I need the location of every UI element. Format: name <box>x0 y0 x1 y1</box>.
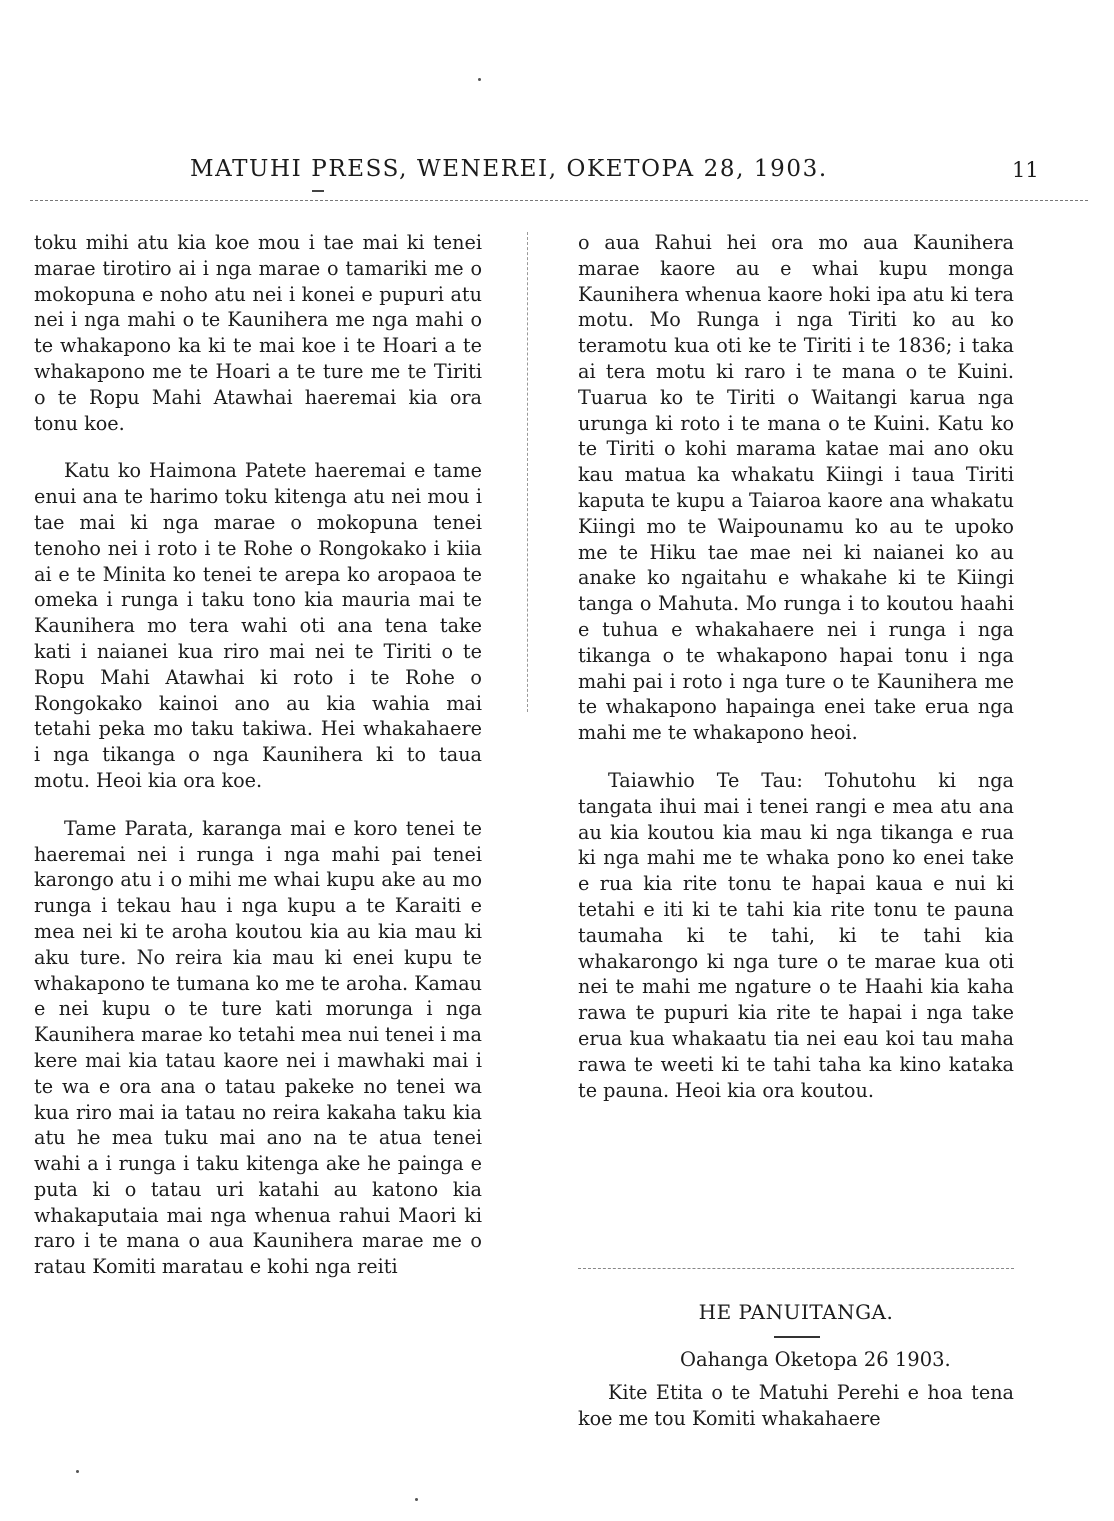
left-paragraph-3: Tame Parata, karanga mai e koro tenei te haeremai nei i runga i nga mahi pai tenei karongo atu i o mihi me whai kupu ake au mo runga i tekau hau i nga kupu a te Karaiti e mea nei ki te aroha koutou kia au kia mau ki aku ture. No reira kia mau ki enei kupu te whakapono te tumana ko me te aroha. Kamau e nei kupu o te ture kati morunga i nga Kaunihera marae ko tetahi mea nui tenei i ma kere mai kia tatau kaore nei i mawhaki mai i te wa e ora ana o tatau pakeke no tenei wa kua riro mai ia tatau no reira kakaha taku kia atu he mea tuku mai ano na te atua tenei wahi a i runga i taku kitenga ake he painga e puta ki o tatau uri katahi au katono kia whakaputaia mai nga whenua rahui Maori ki raro i te mana o aua Kaunihera marae me o ratau Komiti maratau e kohi nga reiti <box>34 816 482 1279</box>
print-speck <box>478 78 481 81</box>
page-header-title: MATUHI PRESS, WENEREI, OKETOPA 28, 1903. <box>190 156 828 182</box>
section-rule <box>578 1268 1014 1269</box>
left-paragraph-1: toku mihi atu kia koe mou i tae mai ki tenei marae tirotiro ai i nga marae o tamariki me o mokopuna e noho atu nei i konei e pupuri atu nei i nga mahi o te Kaunihera me nga mahi o te whakapono ka ki te mai koe i te Hoari a te whakapono me te Hoari a te ture me te Tiriti o te Ropu Mahi Atawhai haeremai kia ora tonu koe. <box>34 231 482 435</box>
right-paragraph-2: Taiawhio Te Tau: Tohutohu ki nga tangata ihui mai i tenei rangi e mea atu ana au kia koutou kia mau ki nga tikanga e rua ki nga mahi me te whaka pono ko enei take e rua kia rite tonu te hapai kaua e nui ki tetahi e iti ki te tahi kia rite tonu te pauna taumaha ki te tahi, ki te tahi kia whakarongo ki nga ture o te marae kua oti nei te mahi me ngature o te Haahi kia kaha rawa te pupuri kia rite te hapai i nga take erua kua whakaatu tia nei eau koi tau maha rawa te weeti ki te tahi taha ka kino kataka te pauna. Heoi kia ora koutou. <box>578 768 1014 1102</box>
column-divider <box>527 232 528 712</box>
notice-underline <box>774 1336 820 1338</box>
print-speck <box>76 1470 79 1473</box>
left-paragraph-2: Katu ko Haimona Patete haeremai e tame enui ana te harimo toku kitenga atu nei mou i tae mai ki nga marae o mokopuna tenei tenoho nei i roto i te Rohe o Rongokako i kiia ai e te Minita ko tenei te arepa ko aropaoa te omeka i runga i taku tono kia mauria mai te Kaunihera mo tera wahi oti ana tena take kati i naianei kua riro mai nei te Tiriti o te Ropu Mahi Atawhai ki roto i te Rohe o Rongokako kainoi ano au kia wahia mai tetahi peka mo taku takiwa. Hei whakahaere i nga tikanga o nga Kaunihera ki to taua motu. Heoi kia ora koe. <box>34 459 482 792</box>
notice-heading: HE PANUITANGA. <box>698 1300 894 1324</box>
header-rule <box>30 200 1088 201</box>
notice-date: Oahanga Oketopa 26 1903. <box>680 1348 951 1371</box>
print-speck <box>415 1498 418 1501</box>
notice-body: Kite Etita o te Matuhi Perehi e hoa tena koe me tou Komiti whakahaere <box>578 1381 1014 1430</box>
header-dash <box>312 190 324 192</box>
left-column <box>34 230 482 1302</box>
right-column <box>578 230 1014 1125</box>
page-number: 11 <box>1012 158 1039 182</box>
right-paragraph-1: o aua Rahui hei ora mo aua Kaunihera marae kaore au e whai kupu monga Kaunihera whenua kaore hoki ipa atu ki tera motu. Mo Runga i nga Tiriti ko au ko teramotu kua oti ke te Tiriti i te 1836; i taka ai tera motu ki raro i te mana o te Kuini. Tuarua ko te Tiriti o Waitangi karua nga urunga ki roto i te mana o te Kuini. Katu ko te Tiriti o kohi marama katae mai ano oku kau matua ka whakatu Kiingi i taua Tiriti kaputa te kupu a Taiaroa kaore ana whakatu Kiingi mo te Waipounamu ko au te upoko me te Hiku tae mae nei ki naianei ko au anake ko ngaitahu e whakahe ki te Kiingi tanga o Mahuta. Mo runga i to koutou haahi e tuhua e whakahaere nei i runga i nga tikanga o te whakapono hapai tonu i nga mahi pai i roto i nga ture o te Kaunihera me te whakapono hapainga enei take erua nga mahi me te whakapono heoi. <box>578 231 1014 745</box>
